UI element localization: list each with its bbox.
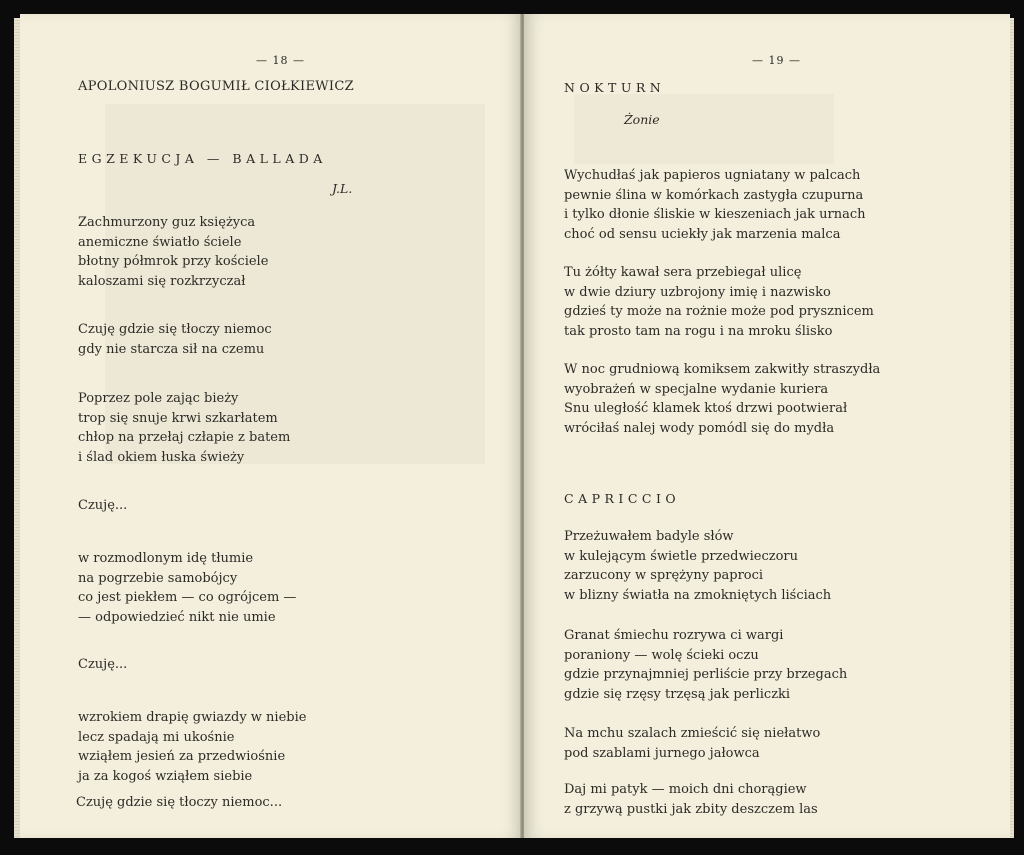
verse-line: na pogrzebie samobójcy — [78, 570, 238, 586]
verse-line: Daj mi patyk — moich dni chorągiew — [564, 782, 807, 797]
verse-line: Czuję gdzie się tłoczy niemoc... — [76, 795, 283, 810]
verse-line: Poprzez pole zając bieży — [78, 391, 239, 406]
stanza — [564, 263, 874, 341]
verse-line: gdy nie starcza sił na czemu — [78, 341, 265, 357]
bleed-through-shadow — [574, 94, 834, 164]
verse-line: Granat śmiechu rozrywa ci wargi — [564, 628, 784, 643]
verse-line: Czuję gdzie się tłoczy niemoc — [78, 322, 272, 337]
verse-line: anemiczne światło ściele — [78, 234, 242, 250]
poem-title: EGZEKUCJA — BALLADA — [78, 151, 327, 166]
verse-line: wzrokiem drapię gwiazdy w niebie — [78, 710, 307, 725]
verse-line: wziąłem jesień za przedwiośnie — [78, 749, 286, 764]
verse-line: gdzieś ty może na rożnie może pod prysznicem — [564, 304, 874, 319]
verse-line: wróciłaś nalej wody pomódl się do mydła — [564, 420, 835, 436]
verse-line: Przeżuwałem badyle słów — [564, 529, 734, 544]
verse-line: pewnie ślina w komórkach zastygła czupurna — [564, 187, 864, 203]
poem-title: CAPRICCIO — [564, 491, 681, 506]
verse-line: i tylko dłonie śliskie w kieszeniach jak urnach — [564, 207, 866, 222]
verse-line: — odpowiedzieć nikt nie umie — [78, 609, 276, 625]
verse-line: Zachmurzony guz księżyca — [78, 215, 256, 230]
verse-line: co jest piekłem — co ogrójcem — — [78, 590, 297, 605]
stanza — [78, 708, 306, 786]
author-name: APOLONIUSZ BOGUMIŁ CIOŁKIEWICZ — [78, 79, 354, 94]
stanza — [76, 793, 282, 813]
book-spread — [12, 14, 1012, 842]
verse-line: chłop na przełaj człapie z batem — [78, 430, 291, 445]
poem-dedication: J.L. — [332, 181, 353, 196]
verse-line: gdzie się rzęsy trzęsą jak perliczki — [564, 686, 791, 702]
verse-line: lecz spadają mi ukośnie — [78, 729, 235, 745]
verse-line: i ślad okiem łuska świeży — [78, 449, 245, 465]
verse-line: Tu żółty kawał sera przebiegał ulicę — [564, 265, 802, 280]
verse-line: zarzucony w sprężyny paproci — [564, 568, 764, 583]
verse-line: w kulejącym świetle przedwieczoru — [564, 548, 799, 564]
verse-line: kaloszami się rozkrzyczał — [78, 273, 246, 289]
verse-line: trop się snuje krwi szkarłatem — [78, 410, 278, 426]
verse-line: tak prosto tam na rogu i na mroku ślisko — [564, 323, 833, 339]
verse-line: W noc grudniową komiksem zakwitły straszydła — [564, 362, 881, 377]
verse-line: Snu uległość klamek ktoś drzwi pootwierał — [564, 401, 848, 416]
verse-line: z grzywą pustki jak zbity deszczem las — [564, 801, 818, 817]
stanza — [564, 724, 820, 763]
stanza — [78, 320, 272, 359]
page-number: — 19 — — [752, 54, 801, 67]
verse-line: Czuję... — [78, 498, 128, 513]
stanza — [78, 496, 127, 516]
stanza — [78, 655, 127, 675]
verse-line: w blizny światła na zmokniętych liściach — [564, 587, 832, 603]
verse-line: poraniony — wolę ścieki oczu — [564, 647, 759, 663]
stanza — [564, 527, 831, 605]
stanza — [564, 360, 880, 438]
right-page — [524, 14, 1010, 838]
verse-line: w rozmodlonym idę tłumie — [78, 551, 254, 566]
page-number: — 18 — — [256, 54, 305, 67]
verse-line: choć od sensu uciekły jak marzenia malca — [564, 226, 841, 242]
left-page — [20, 14, 522, 838]
stanza — [78, 213, 268, 291]
stanza — [564, 780, 818, 819]
stanza — [564, 166, 866, 244]
verse-line: gdzie przynajmniej perliście przy brzegach — [564, 667, 848, 682]
verse-line: wyobrażeń w specjalne wydanie kuriera — [564, 381, 829, 397]
verse-line: w dwie dziury uzbrojony imię i nazwisko — [564, 284, 831, 300]
verse-line: Czuję... — [78, 657, 128, 672]
verse-line: Wychudłaś jak papieros ugniatany w palcach — [564, 168, 861, 183]
stanza — [78, 549, 296, 627]
verse-line: błotny półmrok przy kościele — [78, 254, 269, 269]
poem-dedication: Żonie — [624, 112, 660, 127]
stanza — [78, 389, 290, 467]
poem-title: NOKTURN — [564, 80, 666, 95]
verse-line: Na mchu szalach zmieścić się niełatwo — [564, 726, 821, 741]
verse-line: ja za kogoś wziąłem siebie — [78, 768, 253, 784]
verse-line: pod szablami jurnego jałowca — [564, 745, 760, 761]
stanza — [564, 626, 847, 704]
